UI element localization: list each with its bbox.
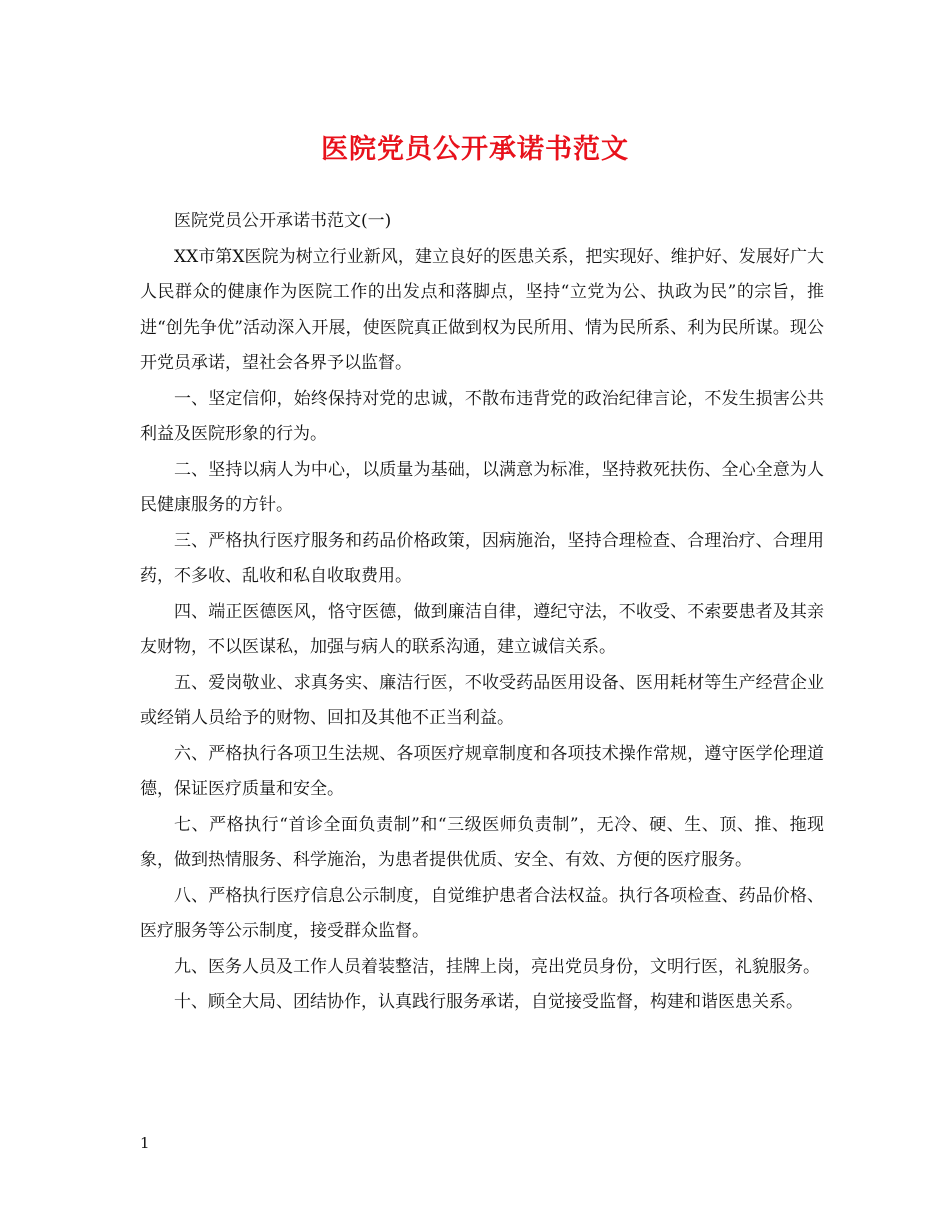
paragraph-item-5: 五、爱岗敬业、求真务实、廉洁行医，不收受药品医用设备、医用耗材等生产经营企业或经销人员给予的财物、回扣及其他不正当利益。 <box>140 672 824 728</box>
document-body <box>140 204 824 1021</box>
paragraph-item-3: 三、严格执行医疗服务和药品价格政策，因病施治，坚持合理检查、合理治疗、合理用药，不多收、乱收和私自收取费用。 <box>140 530 824 586</box>
paragraph-item-2: 二、坚持以病人为中心，以质量为基础，以满意为标准，坚持救死扶伤、全心全意为人民健康服务的方针。 <box>140 459 824 515</box>
paragraph-item-8: 八、严格执行医疗信息公示制度，自觉维护患者合法权益。执行各项检查、药品价格、医疗服务等公示制度，接受群众监督。 <box>140 885 824 941</box>
paragraph-item-1: 一、坚定信仰，始终保持对党的忠诚，不散布违背党的政治纪律言论，不发生损害公共利益及医院形象的行为。 <box>140 388 824 444</box>
paragraph-heading: 医院党员公开承诺书范文(一) <box>174 211 392 231</box>
document-title: 医院党员公开承诺书范文 <box>321 134 629 165</box>
page-number: 1 <box>140 1134 150 1152</box>
paragraph-item-10: 十、顾全大局、团结协作，认真践行服务承诺，自觉接受监督，构建和谐医患关系。 <box>174 992 803 1012</box>
paragraph-intro: XX市第X医院为树立行业新风，建立良好的医患关系，把实现好、维护好、发展好广大人民群众的健康作为医院工作的出发点和落脚点，坚持“立党为公、执政为民”的宗旨，推进“创先争优”活动深入开展，使医院真正做到权为民所用、情为民所系、利为民所谋。现公开党员承诺，望社会各界予以监督。 <box>140 246 824 373</box>
paragraph-item-6: 六、严格执行各项卫生法规、各项医疗规章制度和各项技术操作常规，遵守医学伦理道德，保证医疗质量和安全。 <box>140 743 824 799</box>
paragraph-item-4: 四、端正医德医风，恪守医德，做到廉洁自律，遵纪守法，不收受、不索要患者及其亲友财物，不以医谋私，加强与病人的联系沟通，建立诚信关系。 <box>140 601 824 657</box>
paragraph-item-9: 九、医务人员及工作人员着装整洁，挂牌上岗，亮出党员身份，文明行医，礼貌服务。 <box>174 956 820 977</box>
paragraph-item-7: 七、严格执行“首诊全面负责制”和“三级医师负责制”，无冷、硬、生、顶、推、拖现象，做到热情服务、科学施治，为患者提供优质、安全、有效、方便的医疗服务。 <box>140 814 824 870</box>
